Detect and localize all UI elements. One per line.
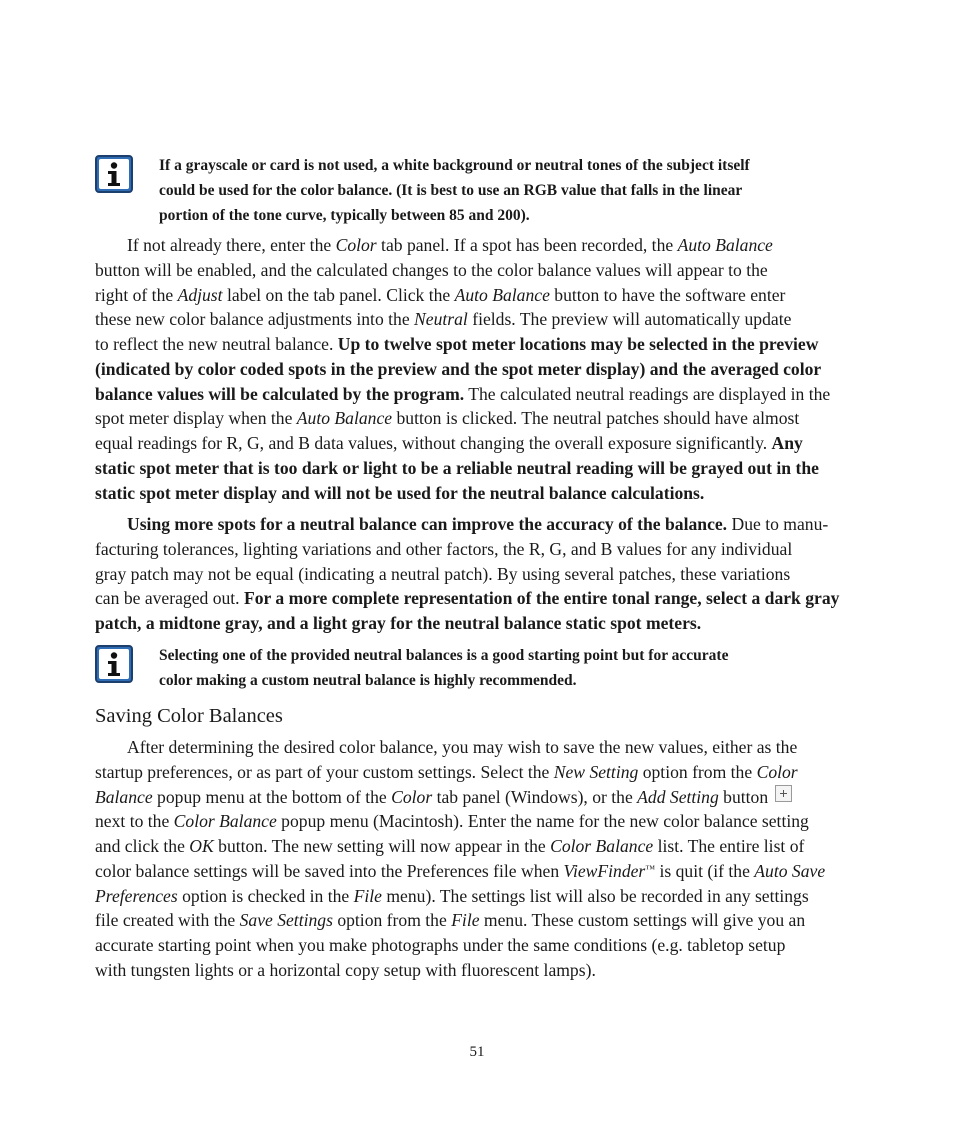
info-note-1 <box>95 153 750 228</box>
section-heading: Saving Color Balances <box>95 705 283 727</box>
note-line: could be used for the color balance. (It is best to use an RGB value that falls in the linear <box>159 182 743 199</box>
paragraph-auto-balance: If not already there, enter the Color tab panel. If a spot has been recorded, the Auto Balance button will be enabled, and the calculated changes to the color balance values will appear to the right of the Adjust label on the tab panel. Click the Auto Balance button to have the software enter these new color balance adjustments into the Neutral fields. The preview will automatically update to reflect the new neutral balance. Up to twelve spot meter locations may be selected in the preview (indicated by color coded spots in the preview and the spot meter display) and the averaged color balance values will be calculated by the program. The calculated neutral readings are displayed in the spot meter display when the Auto Balance button is clicked. The neutral patches should have almost equal readings for R, G, and B data values, without changing the overall exposure significantly. Any static spot meter that is too dark or light to be a reliable neutral reading will be grayed out in the static spot meter display and will not be used for the neutral balance calculations. <box>95 235 831 503</box>
note-line: portion of the tone curve, typically between 85 and 200). <box>159 207 530 224</box>
note-line: Selecting one of the provided neutral balances is a good starting point but for accurate <box>159 647 729 664</box>
note-line: If a grayscale or card is not used, a white background or neutral tones of the subject itself <box>159 157 750 174</box>
note-line: color making a custom neutral balance is highly recommended. <box>159 672 577 689</box>
page-number: 51 <box>469 1044 485 1060</box>
add-setting-button-icon <box>775 785 792 802</box>
info-icon <box>95 645 133 683</box>
paragraph-more-spots: Using more spots for a neutral balance can improve the accuracy of the balance. Due to manu- facturing tolerances, lighting variations and other factors, the R, G, and B values for any individual gray patch may not be equal (indicating a neutral patch). By using several patches, these variations can be averaged out. For a more complete representation of the entire tonal range, select a dark gray patch, a midtone gray, and a light gray for the neutral balance static spot meters. <box>95 514 840 633</box>
paragraph-saving-color-balances: After determining the desired color balance, you may wish to save the new values, either as the startup preferences, or as part of your custom settings. Select the New Setting option from the Color Balance popup menu at the bottom of the Color tab panel (Windows), or the Add Setting button next to the Color Balance popup menu (Macintosh). Enter the name for the new color balance setting and click the OK button. The new setting will now appear in the Color Balance list. The entire list of color balance settings will be saved into the Preferences file when ViewFinder™ is quit (if the Auto Save Preferences option is checked in the File menu). The settings list will also be recorded in any settings file created with the Save Settings option from the File menu. These custom settings will give you an accurate starting point when you make photographs under the same conditions (e.g. tabletop setup with tungsten lights or a horizontal copy setup with fluorescent lamps). <box>95 737 826 980</box>
info-icon <box>95 155 133 193</box>
info-note-2 <box>95 643 728 693</box>
